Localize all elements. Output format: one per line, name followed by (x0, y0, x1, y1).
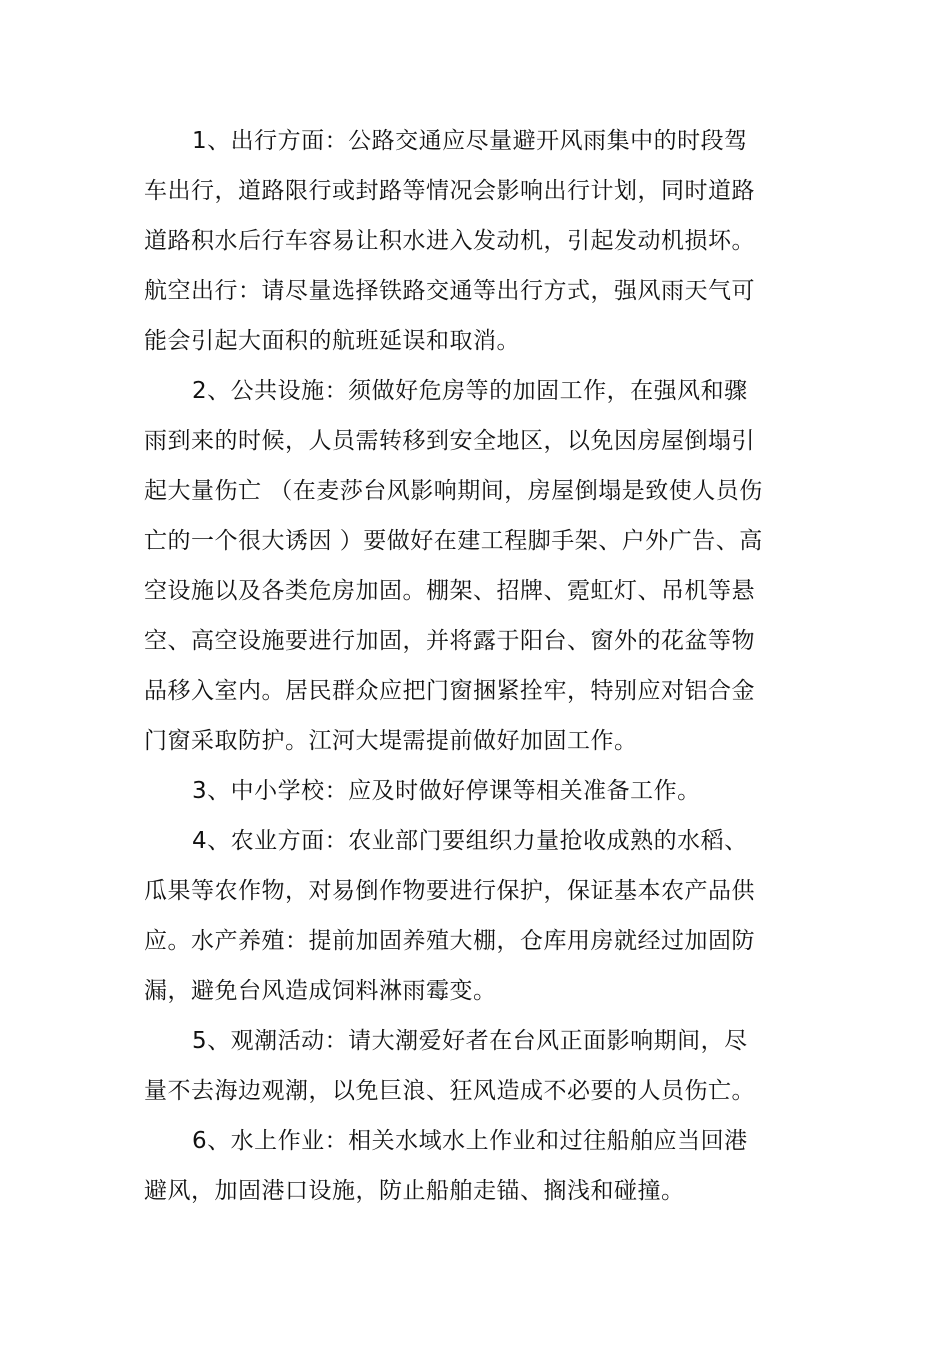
paragraph-2-line-3: 起大量伤亡 （在麦莎台风影响期间，房屋倒塌是致使人员伤 (144, 478, 763, 504)
paragraph-1-line-1: 1、出行方面：公路交通应尽量避开风雨集中的时段驾 (192, 128, 748, 154)
paragraph-2-line-4: 亡的一个很大诱因 ）要做好在建工程脚手架、户外广告、高 (144, 528, 763, 554)
paragraph-2-line-6: 空、高空设施要进行加固，并将露于阳台、窗外的花盆等物 (144, 628, 755, 654)
paragraph-1-line-5: 能会引起大面积的航班延误和取消。 (144, 328, 520, 354)
paragraph-4-line-2: 瓜果等农作物，对易倒作物要进行保护，保证基本农产品供 (144, 878, 755, 904)
paragraph-3-line-1: 3、中小学校：应及时做好停课等相关准备工作。 (192, 778, 701, 804)
paragraph-1-line-3: 道路积水后行车容易让积水进入发动机，引起发动机损坏。 (144, 228, 755, 254)
paragraph-4-line-1: 4、农业方面：农业部门要组织力量抢收成熟的水稻、 (192, 828, 748, 854)
paragraph-2-line-1: 2、公共设施：须做好危房等的加固工作，在强风和骤 (192, 378, 748, 404)
paragraph-1-line-2: 车出行，道路限行或封路等情况会影响出行计划，同时道路 (144, 178, 755, 204)
paragraph-2-line-5: 空设施以及各类危房加固。棚架、招牌、霓虹灯、吊机等悬 (144, 578, 755, 604)
paragraph-6-line-1: 6、水上作业：相关水域水上作业和过往船舶应当回港 (192, 1128, 748, 1154)
paragraph-6-line-2: 避风，加固港口设施，防止船舶走锚、搁浅和碰撞。 (144, 1178, 685, 1204)
paragraph-4-line-3: 应。水产养殖：提前加固养殖大棚，仓库用房就经过加固防 (144, 928, 755, 954)
paragraph-2-line-7: 品移入室内。居民群众应把门窗捆紧拴牢，特别应对铝合金 (144, 678, 755, 704)
paragraph-4-line-4: 漏，避免台风造成饲料淋雨霉变。 (144, 978, 497, 1004)
paragraph-2-line-8: 门窗采取防护。江河大堤需提前做好加固工作。 (144, 728, 638, 754)
paragraph-2-line-2: 雨到来的时候，人员需转移到安全地区，以免因房屋倒塌引 (144, 428, 755, 454)
paragraph-5-line-1: 5、观潮活动：请大潮爱好者在台风正面影响期间，尽 (192, 1028, 748, 1054)
paragraph-1-line-4: 航空出行：请尽量选择铁路交通等出行方式，强风雨天气可 (144, 278, 755, 304)
paragraph-5-line-2: 量不去海边观潮，以免巨浪、狂风造成不必要的人员伤亡。 (144, 1078, 755, 1104)
